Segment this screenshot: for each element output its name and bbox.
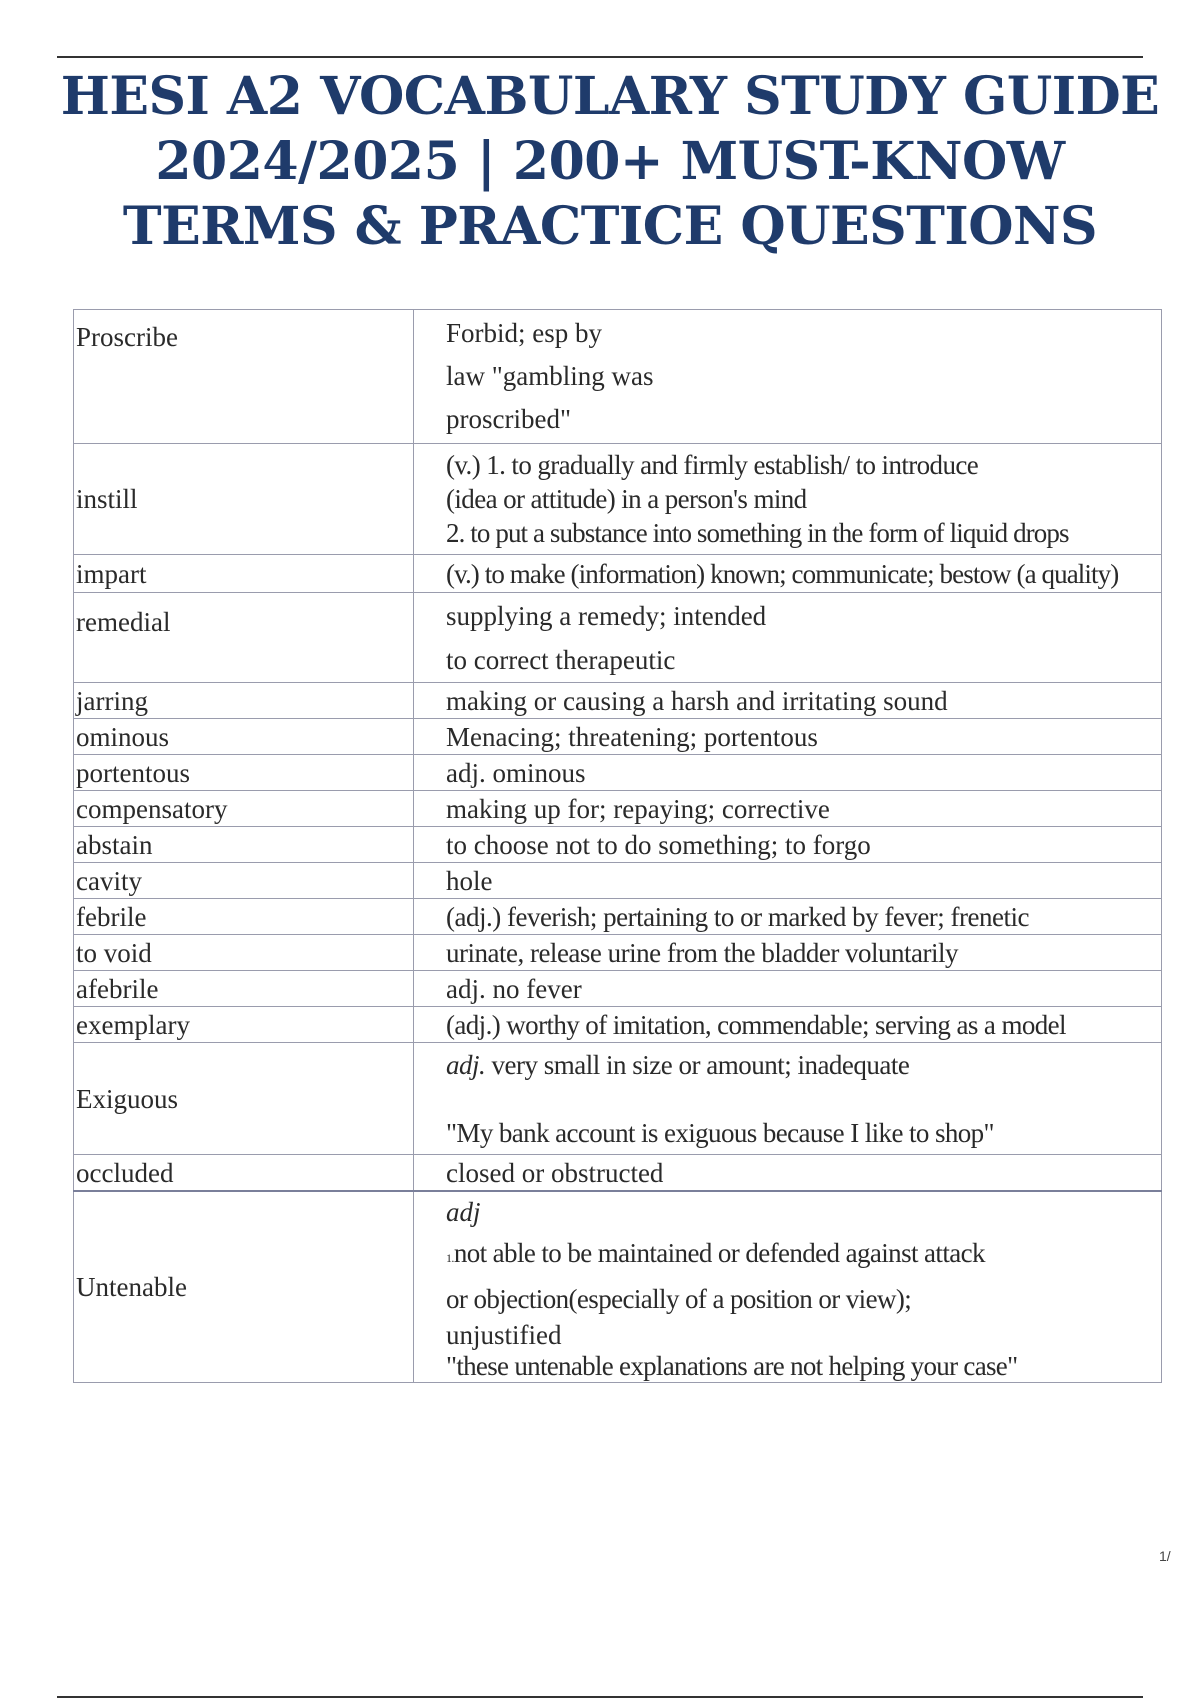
table-row — [74, 444, 1162, 555]
definition-text: very small in size or amount; inadequate — [491, 1049, 910, 1080]
definition-cell — [414, 935, 1162, 971]
table-row — [74, 863, 1162, 899]
term-cell: afebrile — [74, 971, 414, 1007]
definition-line: 2. to put a substance into something in the form of liquid drops — [446, 518, 1069, 548]
definition-line: making or causing a harsh and irritating sound — [446, 685, 948, 716]
term-cell: instill — [74, 444, 414, 555]
term-cell: to void — [74, 935, 414, 971]
definition-cell — [414, 1155, 1162, 1192]
definition-cell — [414, 971, 1162, 1007]
table-row — [74, 971, 1162, 1007]
table-row — [74, 683, 1162, 719]
definition-line: making up for; repaying; corrective — [446, 793, 830, 824]
definition-line: adj. no fever — [446, 973, 582, 1004]
part-of-speech: adj. — [446, 1049, 486, 1080]
term-cell: febrile — [74, 899, 414, 935]
definition-cell — [414, 719, 1162, 755]
table-row — [74, 1155, 1162, 1192]
table-row — [74, 593, 1162, 683]
definition-line: law "gambling was — [446, 360, 654, 391]
page-number: 1/ — [1159, 1548, 1171, 1564]
definition-number: 1. — [446, 1251, 454, 1265]
table-row — [74, 555, 1162, 593]
definition-line: Menacing; threatening; portentous — [446, 721, 818, 752]
definition-line: adj. ominous — [446, 757, 586, 788]
definition-cell — [414, 755, 1162, 791]
table-row — [74, 719, 1162, 755]
definition-text: not able to be maintained or defended against attack — [453, 1238, 985, 1268]
definition-line: to correct therapeutic — [446, 644, 676, 675]
definition-cell — [414, 863, 1162, 899]
definition-cell — [414, 683, 1162, 719]
table-row — [74, 755, 1162, 791]
term-cell: cavity — [74, 863, 414, 899]
table-row — [74, 791, 1162, 827]
term-cell: jarring — [74, 683, 414, 719]
term-cell: portentous — [74, 755, 414, 791]
definition-cell — [414, 444, 1162, 555]
definition-cell — [414, 1191, 1162, 1383]
definition-line: (v.) to make (information) known; communicate; bestow (a quality) — [446, 558, 1119, 589]
definition-cell — [414, 555, 1162, 593]
term-cell: impart — [74, 555, 414, 593]
title-line-3: TERMS & PRACTICE QUESTIONS — [122, 196, 1098, 257]
definition-line — [446, 1233, 1157, 1279]
table-row — [74, 899, 1162, 935]
definition-cell — [414, 1043, 1162, 1155]
term-cell: abstain — [74, 827, 414, 863]
definition-cell — [414, 827, 1162, 863]
table-row — [74, 935, 1162, 971]
table-row — [74, 310, 1162, 444]
title-line-2: 2024/2025 | 200+ MUST-KNOW — [155, 131, 1065, 192]
term-cell: Untenable — [74, 1191, 414, 1383]
definition-cell — [414, 593, 1162, 683]
definition-example: "these untenable explanations are not helping your case" — [446, 1351, 1018, 1381]
definition-line: (adj.) worthy of imitation, commendable; serving as a model — [446, 1009, 1066, 1040]
term-cell: ominous — [74, 719, 414, 755]
document-title — [40, 64, 1180, 259]
definition-example: "My bank account is exiguous because I like to shop" — [446, 1117, 994, 1148]
definition-cell — [414, 310, 1162, 444]
definition-line: (idea or attitude) in a person's mind — [446, 484, 807, 514]
vocabulary-table — [73, 309, 1162, 1383]
term-cell: Proscribe — [74, 310, 414, 444]
term-cell: remedial — [74, 593, 414, 683]
term-cell: occluded — [74, 1155, 414, 1192]
top-rule — [57, 56, 1143, 58]
definition-cell — [414, 1007, 1162, 1043]
definition-line: hole — [446, 865, 493, 896]
term-cell: exemplary — [74, 1007, 414, 1043]
table-row — [74, 1043, 1162, 1155]
definition-cell — [414, 899, 1162, 935]
definition-line: supplying a remedy; intended — [446, 600, 767, 631]
definition-line: to choose not to do something; to forgo — [446, 829, 871, 860]
bottom-rule — [57, 1696, 1143, 1698]
table-row — [74, 827, 1162, 863]
definition-line: proscribed" — [446, 403, 571, 434]
definition-cell — [414, 791, 1162, 827]
table-row — [74, 1007, 1162, 1043]
definition-line: Forbid; esp by — [446, 317, 603, 348]
definition-line: urinate, release urine from the bladder voluntarily — [446, 937, 959, 968]
definition-line: or objection(especially of a position or view); — [446, 1284, 912, 1314]
term-cell: compensatory — [74, 791, 414, 827]
definition-line: unjustified — [446, 1320, 562, 1350]
definition-line: (adj.) feverish; pertaining to or marked by fever; frenetic — [446, 901, 1029, 932]
definition-line: (v.) 1. to gradually and firmly establish/ to introduce — [446, 450, 979, 480]
table-row — [74, 1191, 1162, 1383]
blank-line — [446, 1082, 1157, 1116]
part-of-speech: adj — [446, 1197, 481, 1227]
definition-line — [446, 1048, 1157, 1082]
definition-line: closed or obstructed — [446, 1157, 664, 1188]
title-line-1: HESI A2 VOCABULARY STUDY GUIDE — [60, 66, 1160, 127]
term-cell: Exiguous — [74, 1043, 414, 1155]
